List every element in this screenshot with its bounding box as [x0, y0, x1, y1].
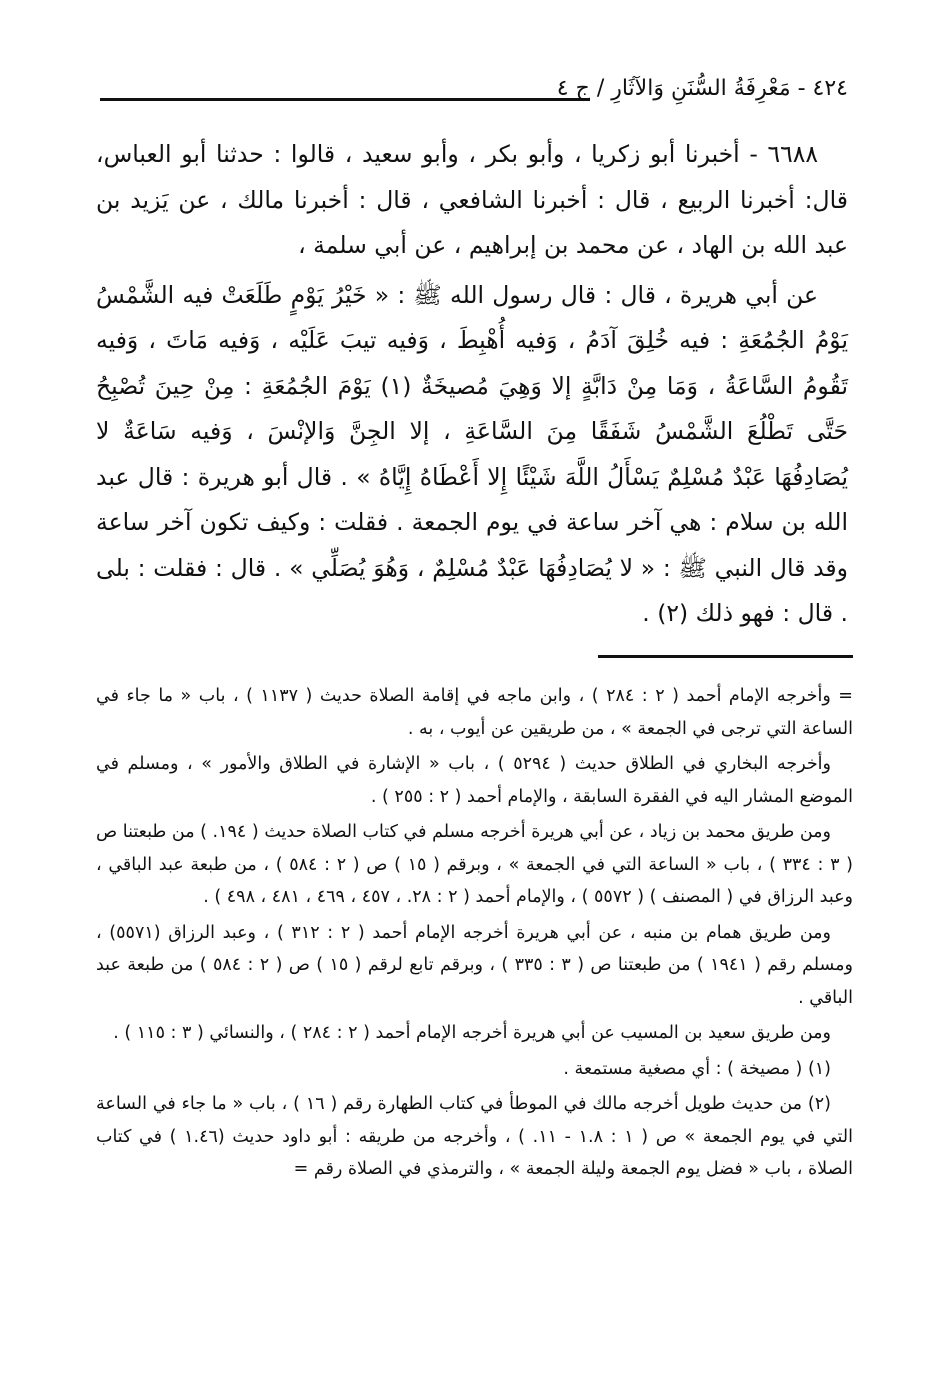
footnote-1: (١) ( مصيخة ) : أي مصغية مستمعة . [563, 1058, 831, 1079]
hadith-isnad-paragraph: ٦٦٨٨ - أخبرنا أبو زكريا ، وأبو بكر ، وأبو سعيد ، قالوا : حدثنا أبو العباس، قال: أخبرنا الربيع ، قال : أخبرنا الشافعي ، قال : أخبرنا مالك ، عن يَزيد بن عبد الله بن الهاد ، عن محمد بن إبراهيم ، عن أبي سلمة ، [96, 140, 848, 259]
footnote-separator [598, 655, 853, 658]
hadith-matn-paragraph: عن أبي هريرة ، قال : قال رسول الله ﷺ : « خَيْرُ يَوْمٍ طَلَعَتْ فيه الشَّمْسُ يَوْمُ الجُمُعَةِ : فيه خُلِقَ آدَمُ ، وَفيه أُهْبِطَ ، وَفيه تيبَ عَلَيْه ، وَفيه مَاتَ ، وَفيه تَقُومُ السَّاعَةُ ، وَمَا مِنْ دَابَّةٍ إلا وَهِيَ مُصيخَةٌ (١) يَوْمَ الجُمُعَةِ : مِنْ حِينَ تُصْبِحُ حَتَّى تَطْلُعَ الشَّمْسُ شَفَقًا مِنَ السَّاعَةِ ، إلا الجِنَّ وَالإنْسَ ، وَفيه سَاعَةٌ لا يُصَادِفُهَا عَبْدٌ مُسْلِمٌ يَسْأَلُ اللَّهَ شَيْئًا إِلا أَعْطَاهُ إِيَّاهُ » . قال أبو هريرة : قال عبد الله بن سلام : هي آخر ساعة في يوم الجمعة . فقلت : وكيف تكون آخر ساعة وقد قال النبي ﷺ : « لا يُصَادِفُهَا عَبْدٌ مُسْلِمٌ ، وَهُوَ يُصَلِّي » . قال : فقلت : بلى . قال : فهو ذلك (٢) . [96, 280, 848, 627]
footnotes [96, 680, 853, 1189]
footnote-2: (٢) من حديث طويل أخرجه مالك في الموطأ في كتاب الطهارة رقم ( ١٦ ) ، باب « ما جاء في الساعة التي في يوم الجمعة » ص ( ١ : ١.٨ - ١١. ) ، وأخرجه من طريقه : أبو داود حديث (١.٤٦ ) في كتاب الصلاة ، باب « فضل يوم الجمعة وليلة الجمعة » ، والترمذي في الصلاة رقم = [96, 1094, 853, 1179]
footnote-paragraph: ومن طريق همام بن منبه ، عن أبي هريرة أخرجه الإمام أحمد ( ٢ : ٣١٢ ) ، وعبد الرزاق (٥٥٧١) ، ومسلم رقم ( ١٩٤١ ) من طبعتنا ص ( ٣ : ٣٣٥ ) ، وبرقم تابع لرقم ( ١٥ ) ص ( ٢ : ٥٨٤ ) من طبعة عبد الباقي . [96, 922, 853, 1008]
header-rule [100, 98, 590, 101]
footnote-paragraph: وأخرجه البخاري في الطلاق حديث ( ٥٢٩٤ ) ، باب « الإشارة في الطلاق والأمور » ، ومسلم في الموضع المشار اليه في الفقرة السابقة ، والإمام أحمد ( ٢ : ٢٥٥ ) . [96, 754, 853, 807]
footnote-paragraph: ومن طريق سعيد بن المسيب عن أبي هريرة أخرجه الإمام أحمد ( ٢ : ٢٨٤ ) ، والنسائي ( ٣ : ١١٥ ) . [113, 1023, 831, 1043]
footnote-paragraph: ومن طريق محمد بن زياد ، عن أبي هريرة أخرجه مسلم في كتاب الصلاة حديث ( ١٩٤. ) من طبعتنا ص ( ٣ : ٣٣٤ ) ، باب « الساعة التي في الجمعة » ، وبرقم ( ١٥ ) ص ( ٢ : ٥٨٤ ) ، من طبعة عبد الباقي ، وعبد الرزاق في ( المصنف ) ( ٥٥٧٢ ) ، والإمام أحمد ( ٢ : ٢٨. ، ٤٥٧ ، ٤٦٩ ، ٤٨١ ، ٤٩٨ ) . [96, 822, 853, 907]
footnote-continuation: = وأخرجه الإمام أحمد ( ٢ : ٢٨٤ ) ، وابن ماجه في إقامة الصلاة حديث ( ١١٣٧ ) ، باب « ما جاء في الساعة التي ترجى في الجمعة » ، من طريقين عن أيوب ، به . [96, 686, 853, 739]
running-header-title: ٤٢٤ - مَعْرِفَةُ السُّنَنِ وَالآثَارِ / ج ٤ [556, 76, 848, 101]
running-header [100, 76, 848, 110]
main-text [96, 132, 848, 637]
